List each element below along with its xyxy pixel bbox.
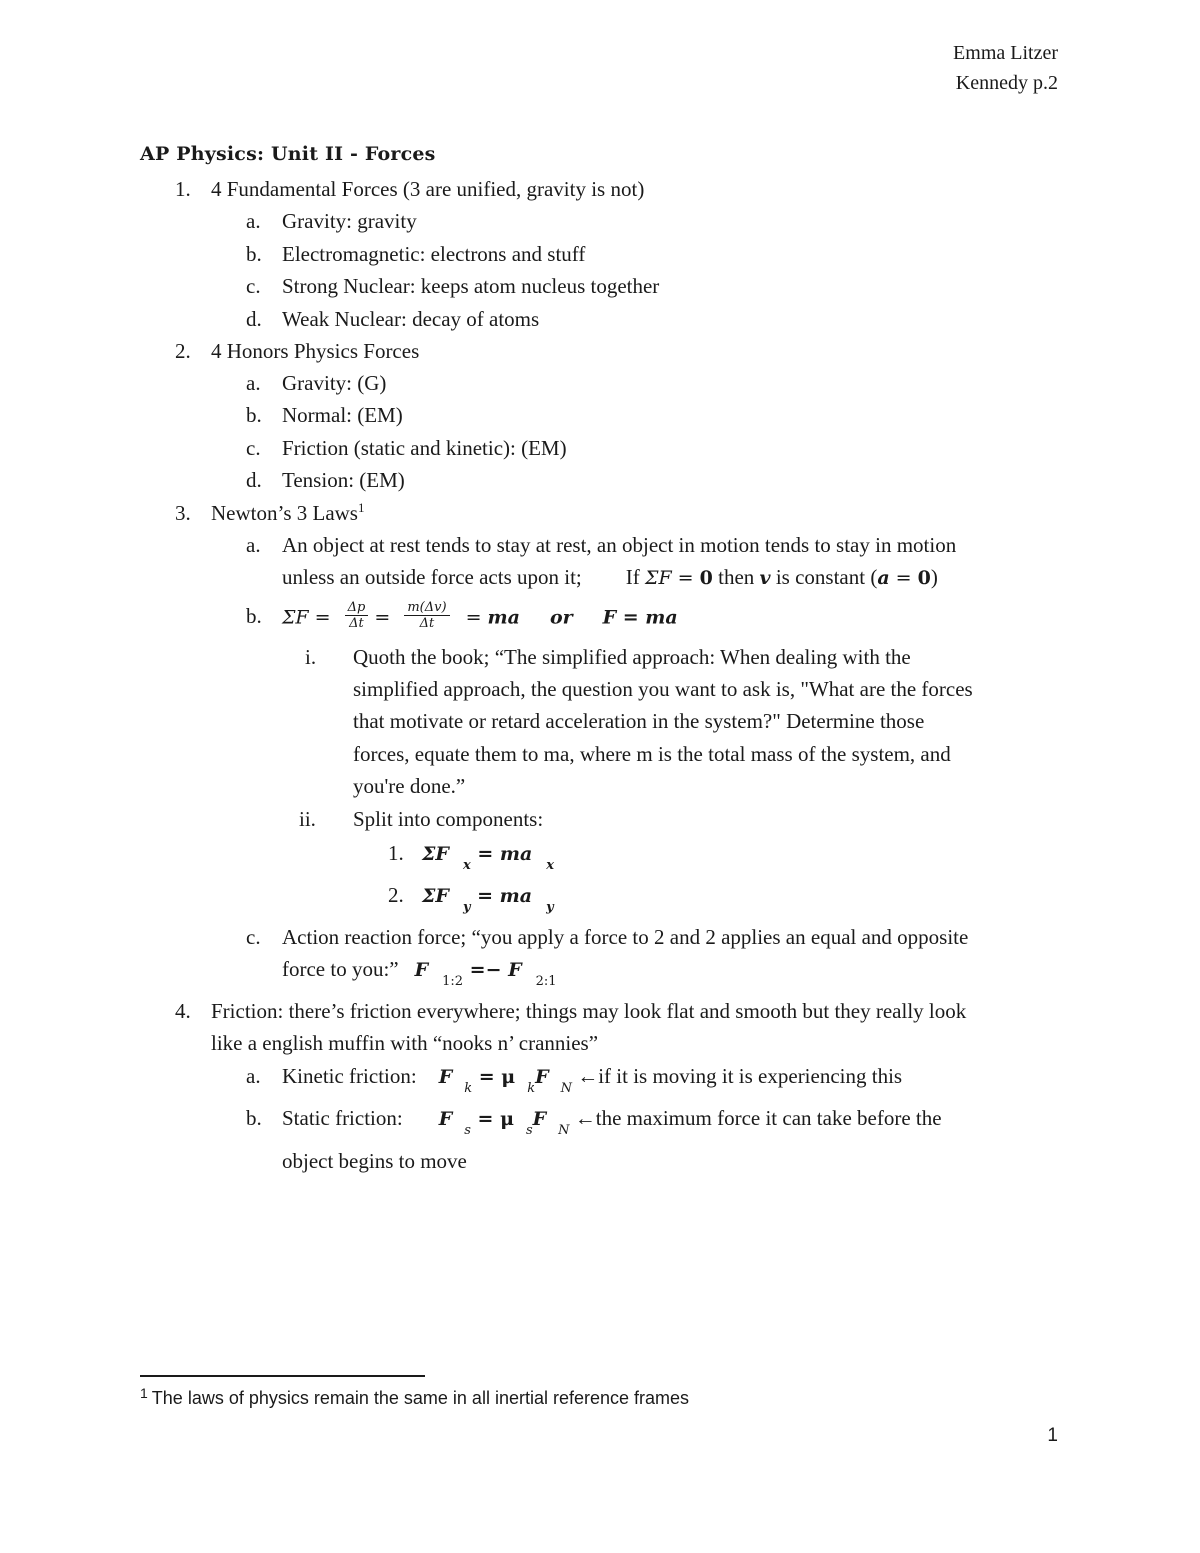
author-name: Emma Litzer: [953, 42, 1058, 64]
footnote-divider: [140, 1375, 425, 1377]
action-reaction-equation: force to you:” $F_{1:2} =- F_{2:1}$: [282, 957, 557, 989]
fraction-mdv-dt: $\frac{m(\Delta v)}{\Delta t}$: [404, 600, 449, 631]
list-marker: 2.: [175, 339, 191, 363]
list-item: Electromagnetic: electrons and stuff: [282, 242, 586, 266]
list-item: Gravity: (G): [282, 371, 387, 395]
footnote-ref: 1: [357, 500, 365, 515]
list-item: 4 Fundamental Forces (3 are unified, gravity is not): [211, 177, 645, 201]
math-a: a: [877, 567, 890, 589]
list-item: Friction (static and kinetic): (EM): [282, 436, 567, 460]
footnote-text: The laws of physics remain the same in all inertial reference frames: [151, 1388, 690, 1408]
list-item: [211, 500, 364, 529]
page-number: 1: [1047, 1425, 1058, 1446]
list-item-line: unless an outside force acts upon it; If ΣF = 0 then v is constant (a = 0): [282, 565, 938, 589]
list-marker: c.: [246, 436, 261, 460]
list-item-line: like a english muffin with “nooks n’ crannies”: [211, 1031, 599, 1055]
list-item: Weak Nuclear: decay of atoms: [282, 307, 540, 331]
quote-line: Quoth the book; “The simplified approach: When dealing with the: [353, 645, 911, 669]
document-title: AP Physics: Unit II - Forces: [140, 143, 436, 165]
footnote: [140, 1385, 690, 1409]
footnote-mark: 1: [140, 1385, 148, 1401]
list-marker: d.: [246, 307, 262, 331]
quote-line: that motivate or retard acceleration in the system?" Determine those: [353, 709, 925, 733]
list-item-text: Newton’s 3 Laws: [211, 501, 358, 525]
list-marker: 1.: [388, 841, 404, 865]
list-item-line: An object at rest tends to stay at rest, an object in motion tends to stay in motion: [282, 533, 957, 557]
list-marker: 4.: [175, 999, 191, 1023]
list-item-line: Action reaction force; “you apply a force to 2 and 2 applies an equal and opposite: [282, 925, 969, 949]
list-marker: 3.: [175, 501, 191, 525]
list-marker: ii.: [299, 807, 316, 831]
quote-line: simplified approach, the question you want to ask is, "What are the forces: [353, 677, 973, 701]
list-marker: b.: [246, 403, 262, 427]
newton-second-law-equation: ΣF = $\frac{\Delta p}{\Delta t}$ = $\frac{m(\Delta v)}{\Delta t}$ = ma or F = ma: [282, 600, 678, 631]
math-v: v: [759, 567, 771, 589]
class-period: Kennedy p.2: [955, 72, 1058, 94]
list-marker: 1.: [175, 177, 191, 201]
list-marker: a.: [246, 1064, 261, 1088]
list-marker: a.: [246, 371, 261, 395]
list-item-line: object begins to move: [282, 1149, 467, 1173]
math-zero: 0: [699, 567, 713, 589]
list-marker: a.: [246, 533, 261, 557]
kinetic-friction-equation: Kinetic friction: $F_k = \mu_kF_N$ ←if it is moving it is experiencing this: [282, 1064, 903, 1096]
list-marker: a.: [246, 209, 261, 233]
list-item: Gravity: gravity: [282, 209, 417, 233]
list-item: 4 Honors Physics Forces: [211, 339, 420, 363]
list-marker: i.: [305, 645, 317, 669]
static-friction-equation: Static friction: $F_s = \mu_sF_N$ ←the maximum force it can take before the: [282, 1106, 942, 1138]
list-marker: b.: [246, 1106, 262, 1130]
list-item: Tension: (EM): [282, 468, 405, 492]
list-item: Strong Nuclear: keeps atom nucleus together: [282, 274, 660, 298]
math-zero: 0: [917, 567, 931, 589]
list-marker: b.: [246, 604, 262, 628]
math-sigma-f: ΣF: [645, 567, 672, 589]
list-marker: 2.: [388, 883, 404, 907]
list-item-line: Friction: there’s friction everywhere; things may look flat and smooth but they really look: [211, 999, 967, 1023]
list-marker: c.: [246, 274, 261, 298]
quote-line: forces, equate them to ma, where m is the total mass of the system, and: [353, 742, 951, 766]
list-item: Normal: (EM): [282, 403, 403, 427]
quote-line: you're done.”: [353, 774, 466, 798]
list-marker: d.: [246, 468, 262, 492]
fraction-dp-dt: $\frac{\Delta p}{\Delta t}$: [345, 600, 369, 631]
component-equation-y: $\Sigma F_y = ma_y$: [422, 885, 554, 915]
component-equation-x: $\Sigma F_x = ma_x$: [422, 843, 555, 873]
list-item: Split into components:: [353, 807, 544, 831]
list-marker: c.: [246, 925, 261, 949]
list-marker: b.: [246, 242, 262, 266]
